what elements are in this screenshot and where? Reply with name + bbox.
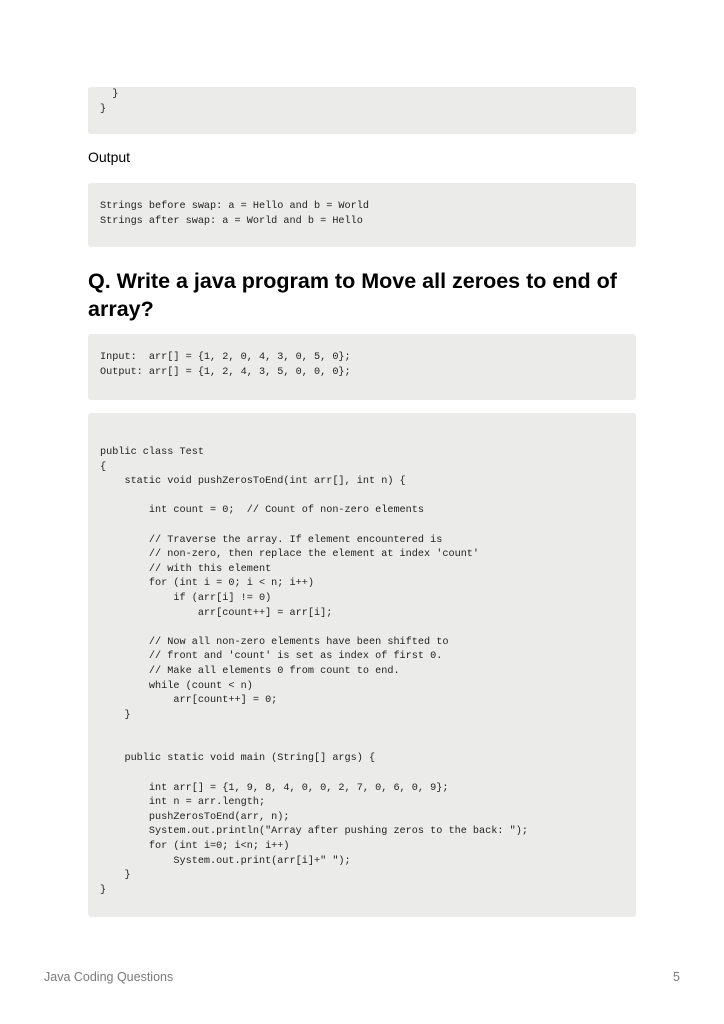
- code-line: public class Test: [100, 447, 204, 458]
- output-label: Output: [88, 149, 131, 165]
- code-line: arr[count++] = 0;: [100, 695, 278, 707]
- code-line: Strings after swap: a = World and b = Hello: [100, 215, 363, 227]
- code-line: while (count < n): [100, 680, 253, 692]
- code-line: // Traverse the array. If element encountered is: [100, 534, 443, 546]
- code-line: }: [100, 709, 131, 721]
- code-line: }: [100, 884, 107, 896]
- code-line: Input: arr[] = {1, 2, 0, 4, 3, 0, 5, 0};: [100, 352, 351, 363]
- question-heading: Q. Write a java program to Move all zeroes to end of array?: [88, 269, 617, 321]
- code-line: }: [100, 103, 107, 115]
- code-line: [100, 723, 636, 738]
- code-line: System.out.print(arr[i]+" ");: [100, 855, 351, 867]
- code-line: for (int i = 0; i < n; i++): [100, 578, 314, 590]
- code-line: [100, 490, 636, 505]
- code-block-input-output-example: [88, 334, 636, 400]
- code-line: Strings before swap: a = Hello and b = World: [100, 201, 369, 212]
- code-line: [100, 621, 636, 636]
- code-line: int n = arr.length;: [100, 797, 266, 809]
- code-line: // with this element: [100, 563, 272, 575]
- code-line: if (arr[i] != 0): [100, 592, 272, 604]
- code-block-move-zeroes-program: [88, 413, 636, 917]
- code-line: Output: arr[] = {1, 2, 4, 3, 5, 0, 0, 0};: [100, 366, 351, 378]
- code-line: // Make all elements 0 from count to end.: [100, 665, 400, 677]
- code-line: [100, 519, 636, 534]
- code-line: int count = 0; // Count of non-zero elements: [100, 505, 425, 517]
- code-line: static void pushZerosToEnd(int arr[], int n) {: [100, 476, 406, 488]
- code-line: [100, 738, 636, 753]
- code-line: int arr[] = {1, 9, 8, 4, 0, 0, 2, 7, 0, 6, 0, 9};: [100, 782, 449, 794]
- code-line: // Now all non-zero elements have been shifted to: [100, 636, 449, 648]
- code-line: // front and 'count' is set as index of first 0.: [100, 651, 443, 663]
- code-line: pushZerosToEnd(arr, n);: [100, 811, 290, 823]
- code-line: for (int i=0; i<n; i++): [100, 841, 290, 853]
- code-line: public static void main (String[] args) {: [100, 753, 376, 765]
- code-line: // non-zero, then replace the element at index 'count': [100, 549, 480, 561]
- code-line: arr[count++] = arr[i];: [100, 607, 333, 619]
- code-block-previous-program-end: [88, 87, 636, 134]
- code-line: [100, 767, 636, 782]
- footer-page-number: 5: [673, 970, 680, 984]
- code-line: {: [100, 461, 107, 473]
- footer-document-title: Java Coding Questions: [44, 970, 174, 984]
- code-line: }: [100, 870, 131, 882]
- code-line: System.out.println("Array after pushing zeros to the back: ");: [100, 826, 528, 838]
- code-line: }: [100, 89, 119, 100]
- code-block-swap-output: [88, 183, 636, 247]
